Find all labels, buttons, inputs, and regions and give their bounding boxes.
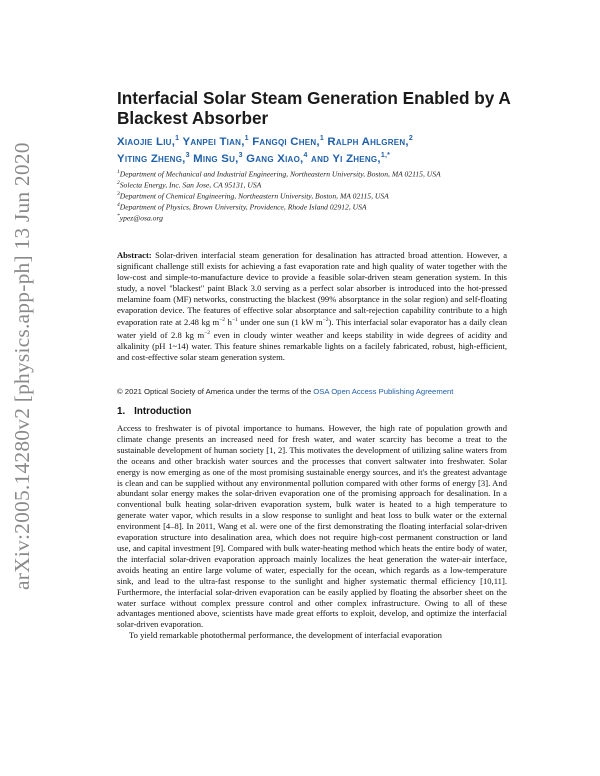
author: Ming Su,$^3$ [193, 151, 243, 165]
section-title: Introduction [134, 406, 192, 417]
affiliations [117, 168, 517, 223]
corresponding-email[interactable]: *ypez@osa.org [117, 212, 163, 223]
paragraph: Access to freshwater is of pivotal importance to humans. However, the high rate of population growth and climate change presents an increased need for fresh water, and water scarcity has become a treat to the sustainable development of human society [1, 2]. This motivates the development of utilizing saline waters from the oceans and other brackish water sources and the processes that convert saltwater into freshwater. Solar energy is now emerging as one of the most promising sustainable energy sources, and it's the greatest advantage is clean and can be supplied without any environmental pollution compared with other forms of energy [3]. And abundant solar energy makes the solar-driven evaporation one of the promising approach for desalination. In a conventional bulk heating solar-driven evaporation system, bulk water is heated to a high temperature to generate water vapor, which results in a slow response to sunlight and heat loss to bulk water or the external environment [4–8]. In 2011, Wang et al. were one of the first demonstrating the floating interfacial solar-driven evaporation structure into desalination area, which does not require high-cost permanent construction or land use, and capital investment [9]. Compared with bulk water-heating method which heats the entire body of water, the interfacial solar-driven evaporation approach mainly localizes the heat generation the water-air interface, avoids heating an entire large volume of water, especially for the ocean, which regards as a low-temperature sink, and lead to the ultra-fast response to the sunlight and higher systematic thermal efficiency [10,11]. Furthermore, the interfacial solar-driven evaporation can be easily applied by floating the absorber sheet on the water surface without complex pressure control and other complex infrastructure. Owing to all of these advantages mentioned above, scientists have made great efforts to exploit, develop, and optimize the interfacial solar-driven evaporation. [117, 423, 507, 630]
author: Yanpei Tian,$^1$ [182, 135, 249, 148]
author: Fangqi Chen,$^1$ [252, 135, 324, 148]
affiliation: $^4$Department of Physics, Brown University, Providence, Rhode Island 02912, USA [117, 201, 367, 212]
section-heading [117, 406, 191, 417]
copyright-notice: © 2021 Optical Society of America under the terms of the OSA Open Access Publishing Agreement [117, 387, 454, 396]
author: Gang Xiao,$^4$ [246, 151, 308, 165]
introduction-body [117, 423, 507, 641]
license-link[interactable]: OSA Open Access Publishing Agreement [313, 387, 454, 396]
author: Ralph Ahlgren,$^2$ [327, 135, 413, 148]
section-number: 1. [117, 406, 126, 417]
affiliation: $^2$Solecta Energy, Inc. San Jose, CA 95131, USA [117, 179, 262, 190]
arxiv-identifier: arXiv:2005.14280v2 [physics.app-ph] 13 Jun 2020 [10, 142, 34, 590]
author-list [117, 132, 527, 166]
author: and Yi Zheng,$^{1,*}$ [311, 151, 391, 165]
paper-title: Interfacial Solar Steam Generation Enabled by A Blackest Absorber [117, 88, 511, 128]
paragraph: To yield remarkable photothermal performance, the development of interfacial evaporation [129, 630, 442, 641]
author: Xiaojie Liu,$^1$ [117, 135, 180, 148]
abstract: Abstract: Solar-driven interfacial steam generation for desalination has attracted broad attention. However, a significant challenge still exists for achieving a fast evaporation rate and high quality of water together with the low-cost and simple-to-manufacture device to provide a feasible solar-driven steam generation system. In this study, a novel "blackest" paint Black 3.0 serving as a perfect solar absorber is introduced into the hot-pressed melamine foam (MF) networks, constructing the blackest (99% absorptance in the solar region) and self-floating evaporation device. The features of effective solar absorptance and salt-rejection capability contribute to a high evaporation rate at 2.48 kg $m^{-2}$ $h^{-1}$ under one sun (1 kW $m^{-2}$). This interfacial solar evaporator has a daily clean water yield of 2.8 kg $m^{-2}$ even in cloudy winter weather and keeps stability in wide degrees of acidity and alkalinity (pH 1~14) water. This feature shines remarkable lights on a facilely fabricated, robust, high-efficient, and cost-effective solar steam generation system. [117, 250, 507, 362]
affiliation: $^3$Department of Chemical Engineering, Northeastern University, Boston, MA 02115, USA [117, 190, 389, 201]
author: Yiting Zheng,$^3$ [117, 151, 190, 165]
abstract-label: Abstract: [117, 250, 152, 260]
affiliation: $^1$Department of Mechanical and Industrial Engineering, Northeastern University, Boston, MA 02115, USA [117, 169, 441, 179]
